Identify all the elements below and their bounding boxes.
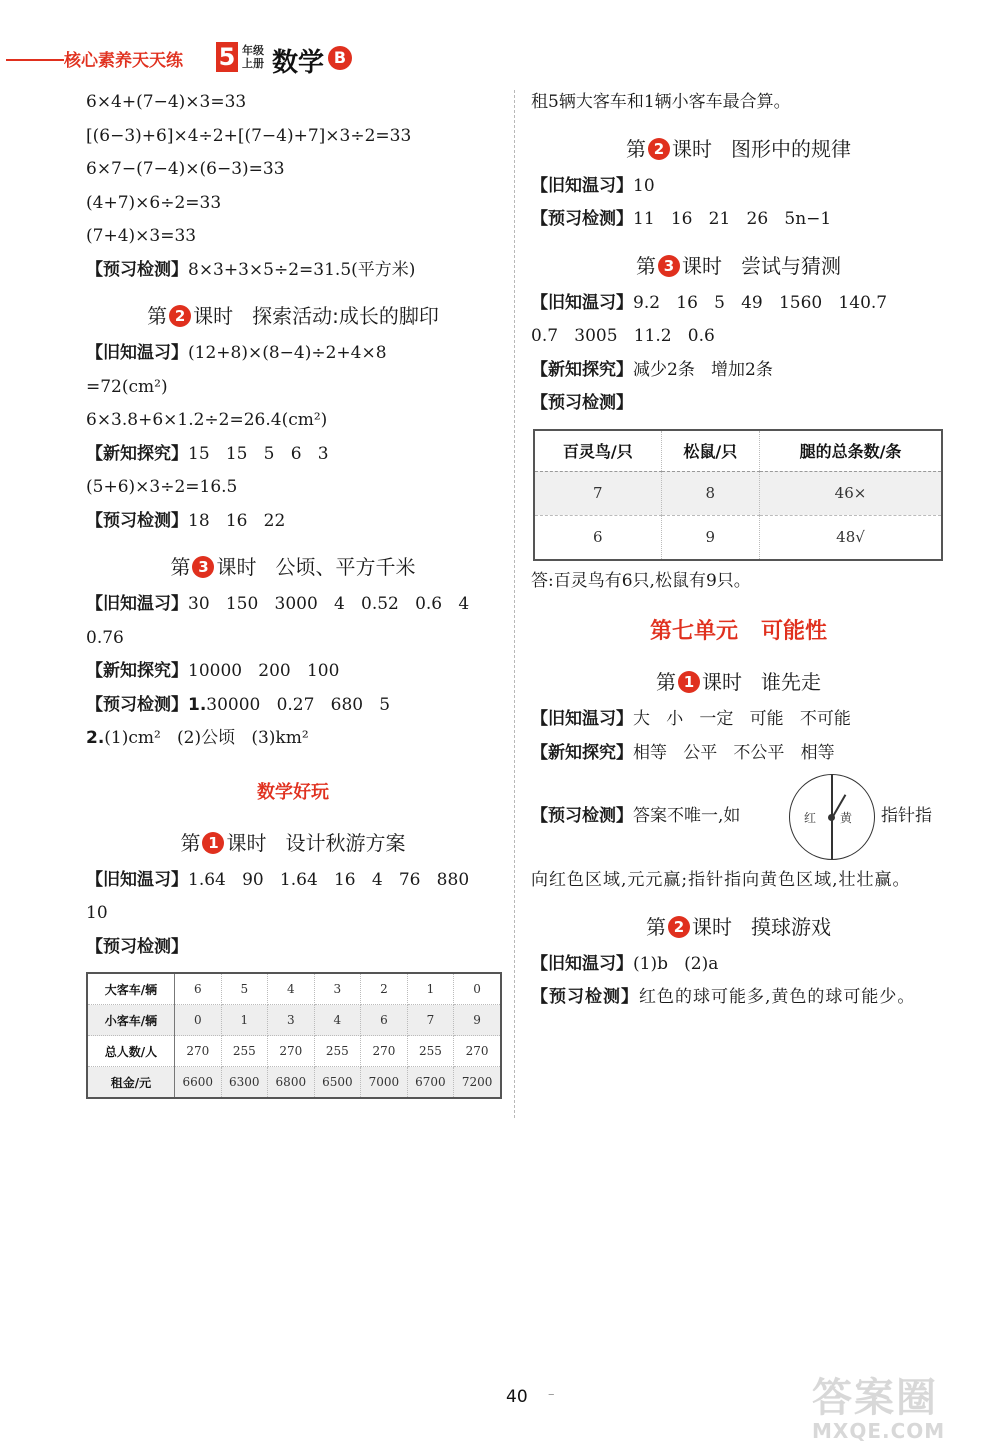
equation-line: (7+4)×3=33 (86, 226, 197, 246)
answer-line: 答:百灵鸟有6只,松鼠有9只。 (531, 570, 751, 591)
unit-title: 第七单元 可能性 (650, 619, 827, 644)
lesson-heading: 第 3 课时 公顷、平方千米 (170, 555, 416, 579)
spinner-answer-row (531, 770, 946, 864)
answer-line: 【新知探究】10000 200 100 (86, 661, 340, 681)
answer-line: 【旧知温习】1.64 90 1.64 16 4 76 880 (86, 869, 470, 890)
lesson-number-badge: 2 (648, 138, 670, 160)
table-cell: 0 (454, 973, 501, 1005)
row-header: 小客车/辆 (87, 1005, 175, 1036)
equation-line: 6×4+(7−4)×3=33 (86, 92, 247, 112)
answer-line: 【预习检测】答案不唯一,如 (531, 806, 741, 826)
lesson-number-badge: 1 (678, 671, 700, 693)
table-cell: 6300 (221, 1067, 268, 1099)
spinner-label-yellow: 黄 (840, 811, 853, 825)
answer-line: 2.(1)cm² (2)公顷 (3)km² (86, 728, 309, 748)
header-rule (6, 59, 64, 61)
answer-line: 【预习检测】 (531, 393, 633, 413)
answer-line: 【新知探究】15 15 5 6 3 (86, 443, 329, 464)
table-row (87, 1005, 501, 1036)
table-cell: 1 (407, 973, 454, 1005)
table-cell: 1 (221, 1005, 268, 1036)
equation-line: (4+7)×6÷2=33 (86, 192, 222, 213)
answer-line: 【预习检测】 (86, 936, 188, 957)
answer-line: 【预习检测】18 16 22 (86, 510, 286, 531)
table-cell: 7200 (454, 1067, 501, 1099)
page-number: 40 (506, 1387, 528, 1407)
watermark-url: MXQE.COM (812, 1419, 946, 1443)
answer-line: 【旧知温习】(1)b (2)a (531, 953, 719, 974)
table-cell: 5 (221, 973, 268, 1005)
grade-label: 年级 上册 (242, 44, 264, 70)
equation-line: 6×7−(7−4)×(6−3)=33 (86, 159, 285, 179)
bus-rental-table (86, 972, 502, 1099)
table-cell: 7000 (361, 1067, 408, 1099)
row-header: 总人数/人 (87, 1036, 175, 1067)
lesson-heading: 第 1 课时 谁先走 (655, 670, 822, 694)
answer-line: 【旧知温习】30 150 3000 4 0.52 0.6 4 (86, 594, 470, 614)
left-column (86, 86, 500, 1099)
equation-line: 10 (86, 903, 108, 923)
spinner-center (828, 814, 835, 821)
table-cell: 6500 (314, 1067, 361, 1099)
answer-line: 【新知探究】减少2条 增加2条 (531, 359, 773, 380)
table-cell: 8 (661, 471, 759, 515)
table-cell: 6800 (268, 1067, 315, 1099)
right-column (531, 86, 946, 1015)
answer-line: 【旧知温习】10 (531, 175, 655, 196)
lesson-heading: 第 2 课时 图形中的规律 (625, 136, 852, 161)
answer-paragraph: 【预习检测】红色的球可能多,黄色的球可能少。 (531, 987, 916, 1007)
column-divider (514, 90, 515, 1118)
equation-line: [(6−3)+6]×4÷2+[(7−4)+7]×3÷2=33 (86, 125, 412, 146)
lesson-number-badge: 1 (202, 832, 224, 854)
table-cell: 6600 (175, 1067, 222, 1099)
column-header: 松鼠/只 (661, 430, 759, 472)
row-header: 大客车/辆 (87, 973, 175, 1005)
answer-line: 【预习检测】1.30000 0.27 680 5 (86, 694, 391, 715)
column-header: 百灵鸟/只 (534, 430, 661, 472)
table-cell: 255 (221, 1036, 268, 1067)
lesson-number-badge: 3 (192, 556, 214, 578)
equation-line: 6×3.8+6×1.2÷2=26.4(cm²) (86, 410, 328, 430)
lesson-heading: 第 2 课时 探索活动:成长的脚印 (147, 304, 439, 328)
spinner-diagram (789, 774, 875, 860)
subject-title: 数学 (272, 48, 325, 78)
table-cell: 9 (454, 1005, 501, 1036)
table-cell: 4 (268, 973, 315, 1005)
lesson-number-badge: 2 (169, 305, 191, 327)
table-cell: 3 (268, 1005, 315, 1036)
lesson-number-badge: 3 (658, 255, 680, 277)
edition-badge: B (328, 46, 352, 70)
section-title: 数学好玩 (257, 781, 329, 803)
table-cell: 0 (175, 1005, 222, 1036)
table-row (534, 515, 942, 560)
table-cell: 7 (407, 1005, 454, 1036)
table-cell: 2 (361, 973, 408, 1005)
grade-badge: 5 (216, 42, 238, 72)
table-cell: 9 (661, 515, 759, 560)
table-row (87, 1067, 501, 1099)
table-cell: 6 (534, 515, 661, 560)
lesson-heading: 第 2 课时 摸球游戏 (645, 914, 832, 939)
page-header (0, 38, 400, 78)
lesson-heading: 第 3 课时 尝试与猜测 (635, 253, 842, 278)
table-cell: 6 (361, 1005, 408, 1036)
table-cell: 270 (454, 1036, 501, 1067)
column-header: 腿的总条数/条 (760, 430, 942, 472)
table-cell: 255 (314, 1036, 361, 1067)
table-cell: 4 (314, 1005, 361, 1036)
equation-line: 0.76 (86, 627, 124, 648)
answer-line: 【旧知温习】9.2 16 5 49 1560 140.7 (531, 292, 888, 313)
answer-line: 【旧知温习】大 小 一定 可能 不可能 (531, 709, 851, 729)
table-row (534, 471, 942, 515)
animal-legs-table (533, 429, 943, 561)
table-cell: 255 (407, 1036, 454, 1067)
lesson-heading: 第 1 课时 设计秋游方案 (180, 830, 406, 855)
answer-paragraph: 向红色区域,元元赢;指针指向黄色区域,壮壮赢。 (531, 870, 911, 890)
table-cell: 270 (175, 1036, 222, 1067)
table-row (87, 973, 501, 1005)
spinner-label-red: 红 (804, 811, 817, 825)
watermark-text: 答案圈 (812, 1375, 938, 1421)
page-number-dash: – (548, 1387, 555, 1402)
answer-line: 【预习检测】8×3+3×5÷2=31.5(平方米) (86, 259, 416, 280)
table-cell: 7 (534, 471, 661, 515)
table-cell: 46× (760, 471, 942, 515)
table-header-row (534, 430, 942, 472)
answer-line: 【旧知温习】(12+8)×(8−4)÷2+4×8 (86, 343, 387, 363)
answer-line: 【新知探究】相等 公平 不公平 相等 (531, 742, 835, 763)
watermark (812, 1366, 982, 1446)
lesson-number-badge: 2 (668, 916, 690, 938)
table-cell: 6 (175, 973, 222, 1005)
answer-line: 【预习检测】11 16 21 26 5n−1 (531, 209, 832, 229)
answer-line: 租5辆大客车和1辆小客车最合算。 (531, 92, 791, 112)
series-brand: 核心素养天天练 (64, 51, 183, 71)
table-row (87, 1036, 501, 1067)
table-cell: 6700 (407, 1067, 454, 1099)
equation-line: 0.7 3005 11.2 0.6 (531, 326, 715, 346)
row-header: 租金/元 (87, 1067, 175, 1099)
table-cell: 48√ (760, 515, 942, 560)
equation-line: (5+6)×3÷2=16.5 (86, 477, 238, 497)
table-cell: 270 (361, 1036, 408, 1067)
table-cell: 270 (268, 1036, 315, 1067)
answer-line: 指针指 (881, 806, 932, 826)
table-cell: 3 (314, 973, 361, 1005)
equation-line: =72(cm²) (86, 376, 168, 397)
